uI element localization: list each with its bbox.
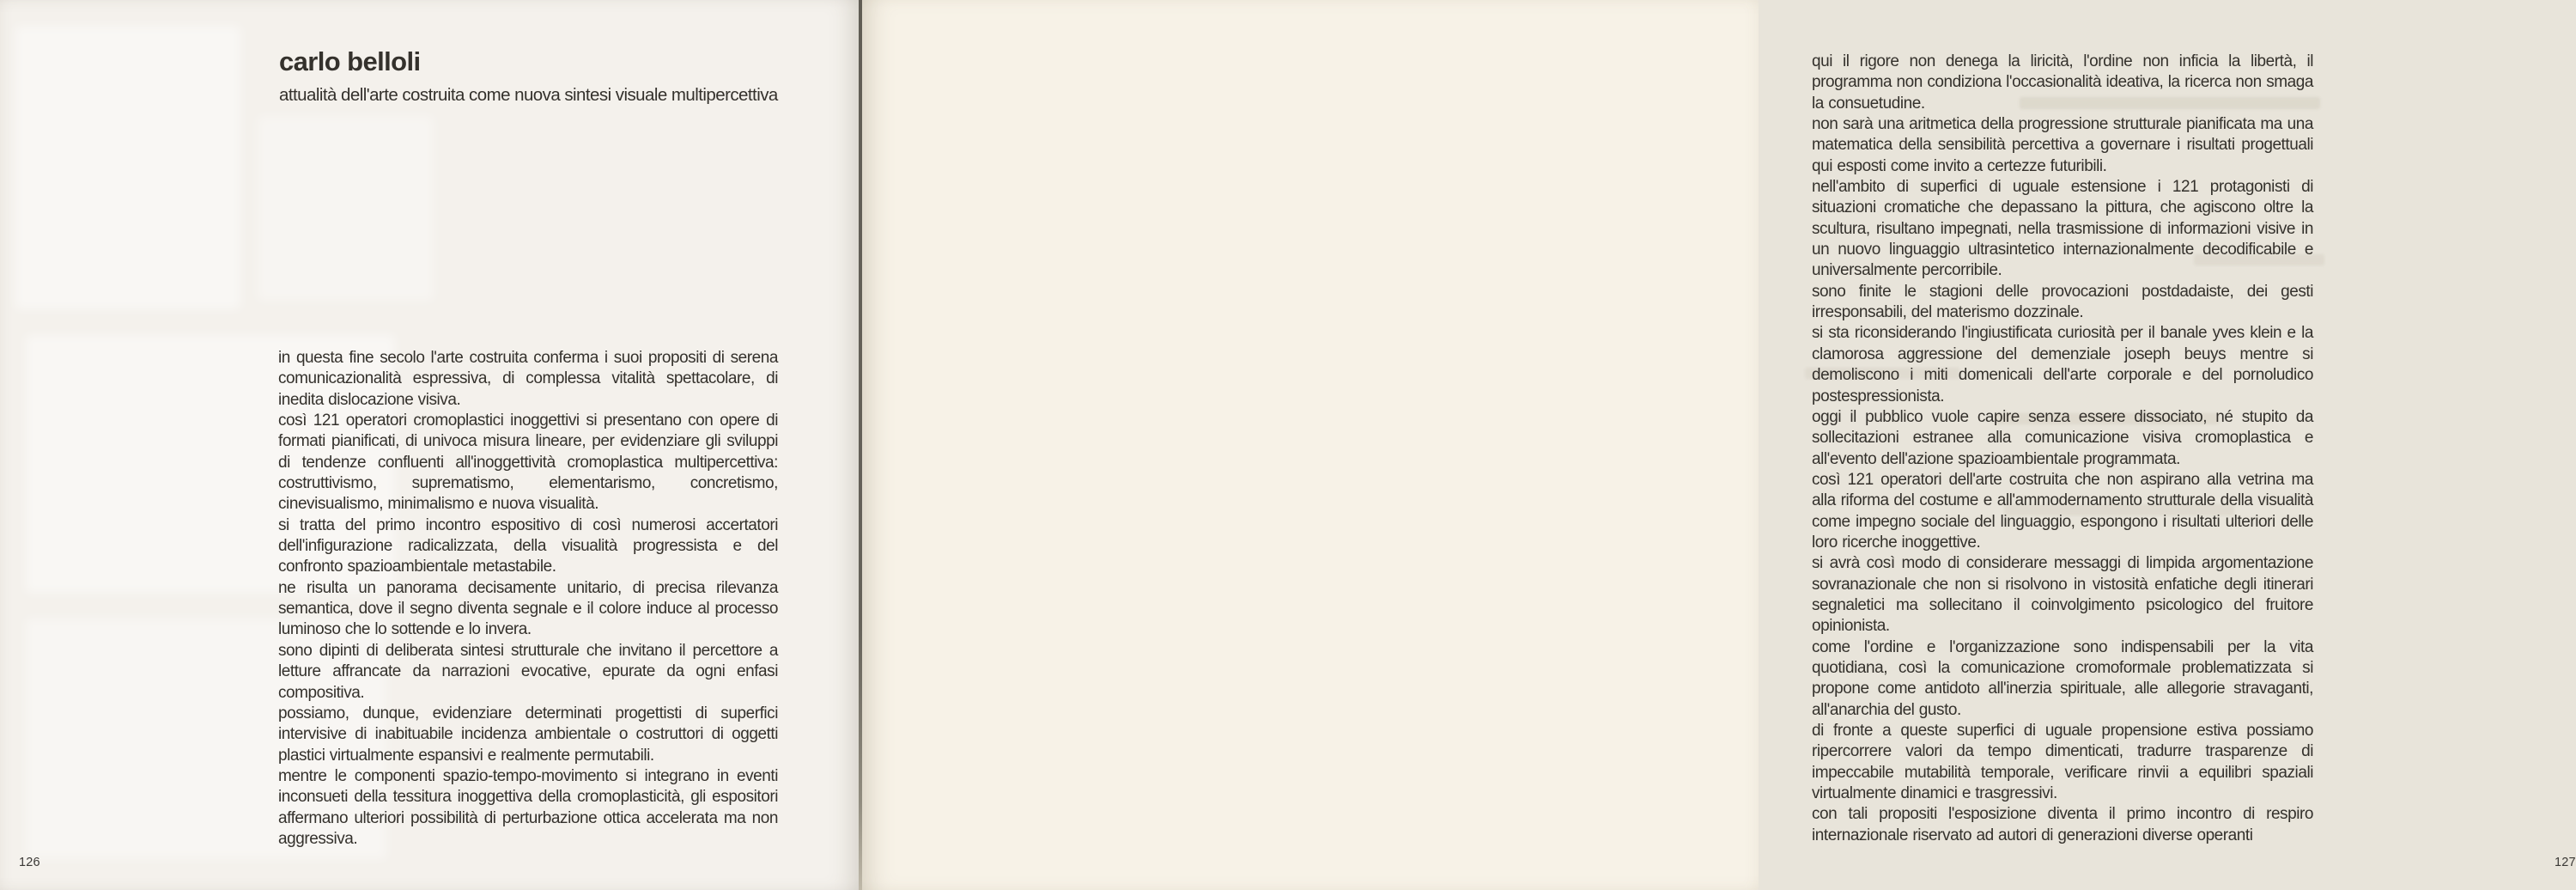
author-heading: carlo belloli bbox=[279, 46, 421, 76]
paragraph: si tratta del primo incontro espositivo di così numerosi accertatori dell'infigurazione radicalizzata, della visualità progressista e del confronto spazioambientale metastabile. bbox=[278, 515, 778, 576]
show-through-ghost bbox=[15, 26, 240, 309]
paragraph: sono finite le stagioni delle provocazioni postdadaiste, dei gesti irresponsabili, del materismo dozzinale. bbox=[1812, 282, 2313, 322]
paragraph: in questa fine secolo l'arte costruita conferma i suoi propositi di serena comunicazionalità espressiva, di complessa vitalità spettacolare, di inedita dislocazione visiva. bbox=[278, 349, 778, 409]
paragraph: con tali propositi l'esposizione diventa il primo incontro di respiro internazionale riservato ad autori di generazioni diverse operanti bbox=[1812, 805, 2313, 844]
paragraph: si avrà così modo di considerare messaggi di limpida argomentazione sovranazionale che non si risolvono in vistosità enfatiche degli itinerari segnaletici ma sollecitano il coinvolgimento psicologico del fruitore opinionista. bbox=[1812, 554, 2313, 636]
page-number-right: 127 bbox=[2555, 856, 2576, 869]
right-page bbox=[860, 0, 2576, 890]
paragraph: si sta riconsiderando l'ingiustificata curiosità per il banale yves klein e la clamorosa aggressione del demenziale joseph beuys mentre si demoliscono i miti domenicali dell'arte corporale e del pornoludico postespressionista. bbox=[1812, 324, 2313, 405]
paragraph: mentre le componenti spazio-tempo-movimento si integrano in eventi inconsueti della tessitura inoggettiva della cromoplasticità, gli espositori affermano ulteriori possibilità di perturbazione ottica accelerata ma non aggressiva. bbox=[278, 766, 778, 848]
binding-gutter bbox=[859, 0, 862, 890]
paragraph: possiamo, dunque, evidenziare determinati progettisti di superfici intervisive di inabituabile incidenza ambientale o costruttori di oggetti plastici virtualmente espansivi e realmente permutabili. bbox=[278, 704, 778, 765]
paragraph: nell'ambito di superfici di uguale estensione i 121 protagonisti di situazioni cromatiche che depassano la pittura, che agiscono oltre la scultura, risultano impegnati, nella trasmissione di informazioni visive in un nuovo linguaggio ultrasintetico internazionalmente decodificabile e universalmente percorribile. bbox=[1812, 178, 2313, 280]
paragraph: qui il rigore non denega la liricità, l'ordine non inficia la libertà, il programma non condiziona l'occasionalità ideativa, la ricerca non smaga la consuetudine. bbox=[1812, 52, 2313, 113]
paragraph: non sarà una aritmetica della progressione strutturale pianificata ma una matematica della sensibilità percettiva a governare i risultati progettuali qui esposti come invito a certezze futuribili. bbox=[1812, 115, 2313, 175]
left-text-column bbox=[278, 348, 778, 850]
page-number-left: 126 bbox=[19, 856, 40, 869]
paragraph: sono dipinti di deliberata sintesi strutturale che invitano il percettore a letture affrancate da narrazioni evocative, epurate da ogni enfasi compositiva. bbox=[278, 641, 778, 702]
paragraph: come l'ordine e l'organizzazione sono indispensabili per la vita quotidiana, così la comunicazione cromoformale problematizzata si propone come antidoto all'inerzia spirituale, alle allegorie stravaganti, all'anarchia del gusto. bbox=[1812, 637, 2313, 719]
essay-subtitle: attualità dell'arte costruita come nuova sintesi visuale multipercettiva bbox=[279, 85, 778, 105]
right-text-column bbox=[1812, 52, 2313, 846]
paragraph: di fronte a queste superfici di uguale propensione estiva possiamo ripercorrere valori da tempo dimenticati, tradurre trasparenze di impeccabile mutabilità temporale, verificare rinvii a equilibri spaziali virtualmente dinamici e trasgressivi. bbox=[1812, 722, 2313, 803]
paragraph: oggi il pubblico vuole capire senza essere dissociato, né stupito da sollecitazioni estranee alla comunicazione visiva cromoplastica e all'evento dell'azione spazioambientale programmata. bbox=[1812, 407, 2313, 468]
paragraph: così 121 operatori dell'arte costruita che non aspirano alla vetrina ma alla riforma del costume e all'ammodernamento strutturale della visualità come impegno sociale del linguaggio, espongono i risultati ulteriori delle loro ricerche inoggettive. bbox=[1812, 470, 2313, 552]
paragraph: così 121 operatori cromoplastici inoggettivi si presentano con opere di formati pianificati, di univoca misura lineare, per evidenziare gli sviluppi di tendenze confluenti all'inoggettività cromoplastica multipercettiva: costruttivismo, suprematismo, elementarismo, concretismo, cinevisualismo, minimalismo e nuova visualità. bbox=[278, 411, 778, 514]
paragraph: ne risulta un panorama decisamente unitario, di precisa rilevanza semantica, dove il segno diventa segnale e il colore induce al processo luminoso che lo sottende e lo invera. bbox=[278, 578, 778, 639]
show-through-ghost bbox=[258, 116, 434, 301]
left-page bbox=[0, 0, 860, 890]
